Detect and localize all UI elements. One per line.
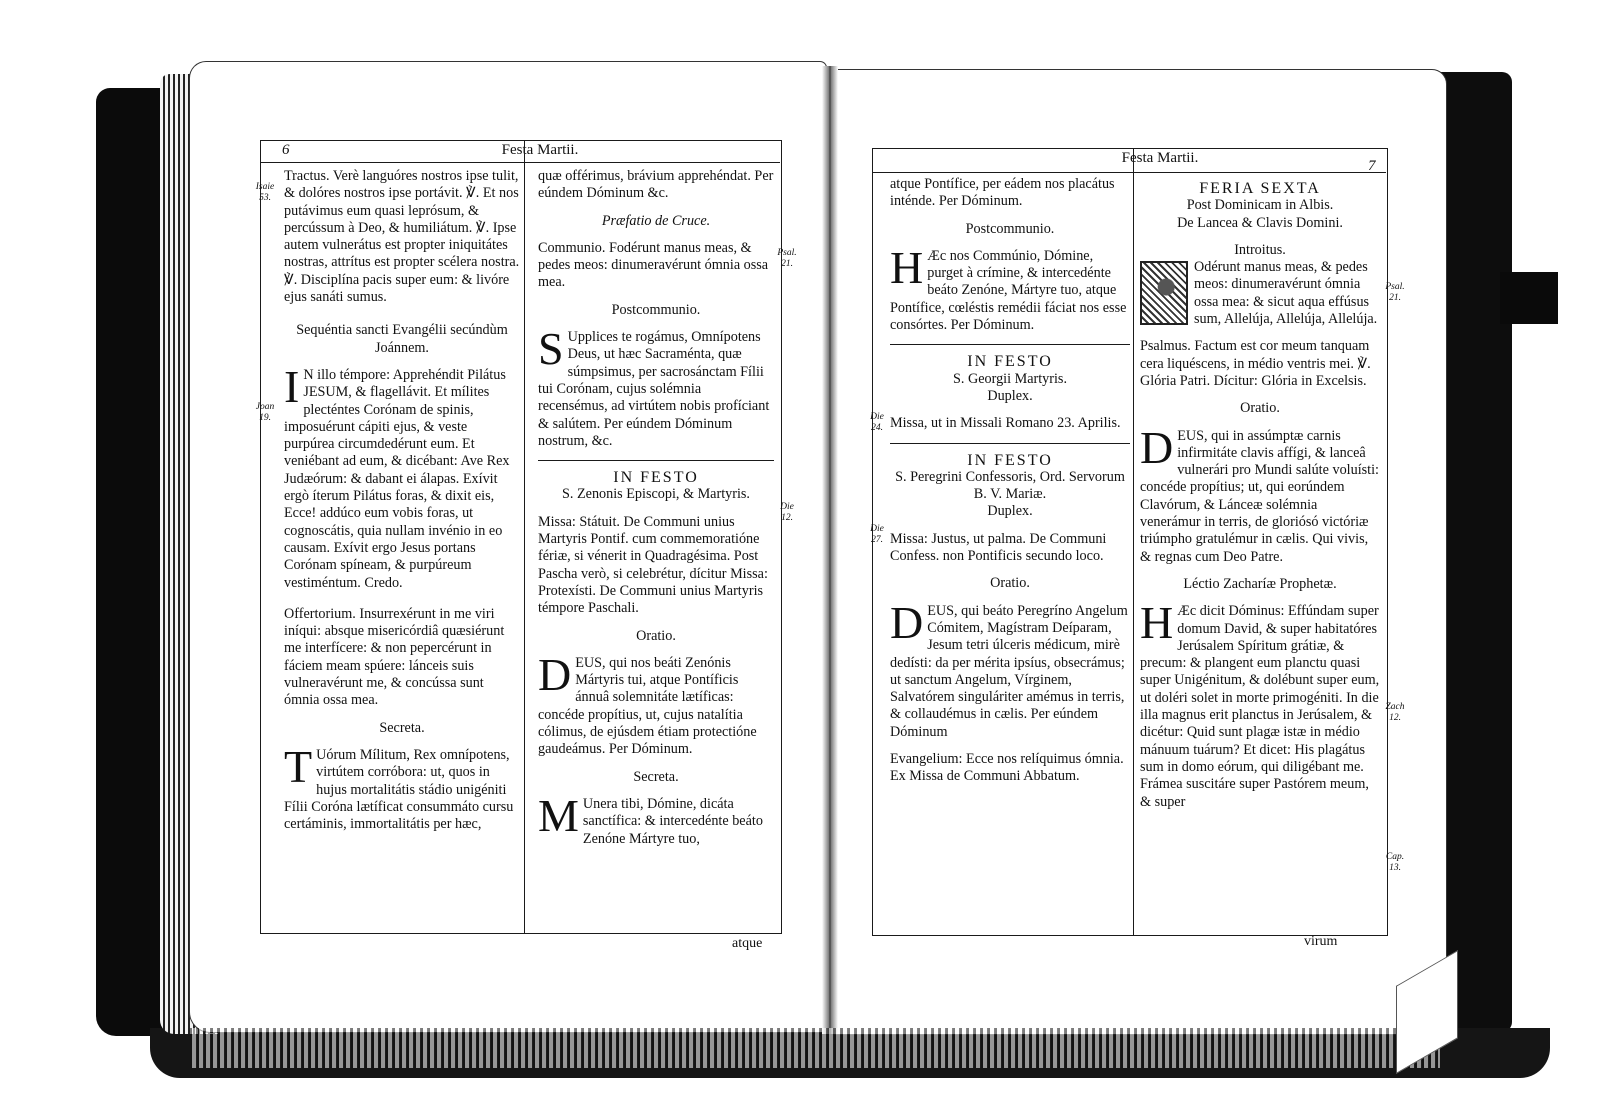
feria-sexta-subtitle-1: Post Dominicam in Albis. (1186, 197, 1334, 214)
left-running-head: Festa Martii. (501, 142, 579, 158)
evangelium-peregrini-text: Evangelium: Ecce nos relíquimus ómnia. Ex Missa de Communi Abbatum. (890, 751, 1124, 785)
bookmark-tab (1500, 272, 1558, 324)
missa-zenonis-text: Missa: Státuit. De Communi unius Martyris Pontif. cum commemoratióne fériæ, si vénerit in Quadragésima. Post Pascha verò, si celebrétur, dícitur Missa: Protexísti. De Communi unius Martyris témpore Paschali. (538, 513, 768, 617)
margin-note-cap: Cap. 13. (1385, 852, 1405, 873)
right-page-number: 7 (1368, 158, 1376, 174)
margin-note-die-12: Die 12. (780, 502, 794, 523)
margin-note-zach: Zach 12. (1385, 702, 1405, 723)
right-column-rule (1133, 149, 1134, 935)
offertorium-text: Offertorium. Insurrexérunt in me viri iníqui: absque misericórdiâ quæsiérunt me interfícere: & non pepercérunt in fáciem meam spúere: lánceis suis vulneravérunt me, & concússa sunt ómnia ossa mea. (284, 605, 505, 709)
in-festo-peregrini-subtitle: S. Peregrini Confessoris, Ord. Servorum B. V. Mariæ. (895, 468, 1125, 503)
secreta-zenonis-title: Secreta. (633, 768, 679, 785)
scan-artifact-bottom (190, 1028, 1440, 1068)
book-gutter (822, 66, 838, 1034)
feria-sexta-subtitle-2: De Lancea & Clavis Domini. (1177, 214, 1343, 231)
left-column-rule (524, 141, 525, 933)
evangelium-initial: I (284, 360, 300, 412)
georgii-rank: Duplex. (987, 387, 1033, 404)
secreta-zenonis-text: Unera tibi, Dómine, dicáta sanctífica: & intercedénte beáto Zenóne Mártyre tuo, (582, 795, 763, 847)
in-festo-georgii-heading: IN FESTO (967, 353, 1053, 371)
feria-sexta-heading: FERIA SEXTA (1199, 180, 1321, 197)
margin-note-joan: Joan 19. (255, 402, 275, 423)
lectio-title: Léctio Zacharíæ Prophetæ. (1183, 575, 1337, 592)
right-column-2 (1140, 180, 1380, 821)
communio-text: Communio. Fodérunt manus meas, & pedes meos: dinumeravérunt ómnia ossa mea. (538, 239, 769, 291)
postcommunio-text: Upplices te rogámus, Omnípotens Deus, ut hæc Sacraménta, quæ súmpsimus, per sacrosánctam Fílii tui Corónam, cujus solémnia recensémus, ad virtútem nobis profíciant & salútem. Per eúndem Dóminum nostrum, &c. (538, 329, 770, 449)
secreta-text: Uórum Mílitum, Rex omnípotens, virtútem corróbora: ut, quos in hujus mortalitátis stádio unigéniti Fílii Coróna lætíficat consummáto cursu certáminis, immortalitátis per hæc, (284, 746, 514, 833)
sequentia-title: Sequéntia sancti Evangélii secúndùm Joánnem. (296, 322, 508, 356)
postcommunio-zenonis-initial: H (890, 241, 924, 293)
left-column-1 (284, 168, 520, 843)
margin-note-psal: Psal. 21. (777, 248, 797, 269)
section-rule-peregrini (890, 443, 1130, 444)
oratio-peregrini-title: Oratio. (990, 575, 1030, 592)
evangelium-text: N illo témpore: Apprehéndit Pilátus JESUM, & flagellávit. Et mílites plecténtes Corónam de spinis, imposuérunt cápiti ejus, & veste purpúrea circumdedérunt eum. Et veniébant ad eum, & dicébant: Ave Rex Judæórum: & dabant ei álapas. Exívit ergò íterum Pilátus foras, & dixit eis, Ecce! addúco eum vobis foras, ut cognoscátis, quia nullam invénio in eo causam. Exívit ergo Jesus portans Corónam spíneam, & purpúreum vestiméntum. Credo. (284, 366, 510, 591)
tractus-text: Tractus. Verè languóres nostros ipse tulit, & dolóres nostros ipse portávit. ℣. Et nos putávimus eum quasi leprósum, & percússum à Deo, & humiliátum. ℣. Ipse autem vulnerátus est propter iniquitátes nostras, attrítus est propter scélera nostra. ℣. Disciplína pacis super eum: & livóre ejus sanáti sumus. (284, 168, 520, 306)
secreta-zenonis-initial: M (538, 789, 579, 841)
peregrini-rank: Duplex. (987, 503, 1033, 520)
oratio-feria-text: EUS, qui in assúmptæ carnis infirmitáte clavis affígi, & lanceâ vulnerári pro Mundi salúte voluísti: concéde propítius; ut, qui eorúndem Clavórum, & Lánceæ solémnia venerámur in terris, de gloriósó victóriæ triúmpho gratulémur in cælis. Qui vivis, & regnas cum Deo Patre. (1140, 427, 1379, 565)
margin-note-die-27: Die 27. (870, 524, 884, 545)
margin-note-isaie: Isaie 53. (255, 182, 275, 203)
postcommunio-zenonis-text: Æc nos Commúnio, Dómine, purget à crímine, & intercedénte beáto Zenóne, Mártyre tuo, atque Pontífice, cœléstis remédii fáciat nos esse consórtes. Per Dóminum. (890, 247, 1127, 334)
in-festo-zenonis-subtitle: S. Zenonis Episcopi, & Martyris. (562, 486, 750, 503)
oratio-zenonis-text: EUS, qui nos beáti Zenónis Mártyris tui, atque Pontíficis ánnuâ solemnitáte lætíficas: concéde propítius, ut, cujus natalítia cólimus, de ejúsdem étiam protectióne gaudeámus. Per Dóminum. (538, 654, 757, 758)
oratio-peregrini-text: EUS, qui beáto Peregríno Angelum Cómitem, Magístram Deíparam, Jesum tetri úlceris médicum, mirè dedísti: da per mérita ipsíus, obsecrámus; ut sanctum Angelum, Vírginem, Salvatórem singuláriter amémus in terris, & collaudémus in cælis. Per eúndem Dóminum (890, 602, 1128, 740)
right-running-head: Festa Martii. (1121, 150, 1199, 166)
postcommunio-zenonis-title: Postcommunio. (965, 220, 1055, 237)
right-catchword: virum (1304, 934, 1338, 949)
introitus-title: Introitus. (1234, 241, 1286, 258)
right-column-1 (890, 176, 1130, 796)
oratio-zenonis-initial: D (538, 648, 572, 700)
secreta-title: Secreta. (379, 719, 425, 736)
left-catchword: atque (732, 936, 763, 951)
georgii-missa-text: Missa, ut in Missali Romano 23. Aprilis. (890, 415, 1121, 432)
book-cover-right (1440, 72, 1512, 1032)
lectio-text: Æc dicit Dóminus: Effúndam super domum David, & super habitatóres Jerúsalem Spíritum grátiæ, & precum: & plangent eum planctu quasi super Unigénitum, & dolébunt super eum, ut doléri solet in morte primogéniti. In die illa magnus erit planctus in Jerúsalem, & dicétur: Quid sunt plagæ istæ in médio mánuum tuárum? Et dicet: His plagátus sum in domo eórum, qui diligébant me. Frámea suscitáre super Pastórem meum, & super (1140, 603, 1380, 810)
left-head-rule (260, 162, 780, 163)
in-festo-zenonis-heading: IN FESTO (613, 469, 699, 487)
oratio-zenonis-title: Oratio. (636, 627, 676, 644)
oratio-feria-title: Oratio. (1240, 400, 1280, 417)
right-head-rule (872, 172, 1386, 173)
secreta-initial: T (284, 740, 313, 792)
oratio-peregrini-initial: D (890, 596, 924, 648)
postcommunio-initial: S (538, 323, 564, 375)
psalmus-text: Psalmus. Factum est cor meum tanquam cera liquéscens, in médio ventris mei. ℣. Glória Patri. Dícitur: Glória in Excelsis. (1140, 338, 1371, 389)
in-festo-georgii-subtitle: S. Georgii Martyris. (952, 370, 1068, 387)
praefatio-title: Præfatio de Cruce. (601, 212, 711, 229)
left-column-2 (538, 168, 774, 858)
introitus-text: Odérunt manus meas, & pedes meos: dinumeravérunt ómnia ossa mea: & sicut aqua effúsus sum, Allelúja, Allelúja, Allelúja. (1194, 259, 1378, 328)
margin-note-psal-right: Psal. 21. (1385, 282, 1405, 303)
illuminated-initial-image (1140, 261, 1188, 325)
section-rule (538, 460, 774, 461)
left-page-number: 6 (282, 142, 290, 158)
in-festo-peregrini-heading: IN FESTO (967, 451, 1053, 469)
peregrini-missa-text: Missa: Justus, ut palma. De Communi Confess. non Pontificis secundo loco. (890, 530, 1107, 565)
lectio-initial: H (1140, 597, 1174, 649)
postcommunio-title: Postcommunio. (611, 301, 701, 318)
margin-note-die-24: Die 24. (870, 412, 884, 433)
oratio-feria-initial: D (1140, 421, 1174, 473)
secreta-continued: quæ offérimus, brávium apprehéndat. Per eúndem Dóminum &c. (538, 168, 774, 202)
section-rule-georgii (890, 344, 1130, 345)
oratio-continued: atque Pontífice, per eádem nos placátus inténde. Per Dóminum. (890, 176, 1115, 210)
